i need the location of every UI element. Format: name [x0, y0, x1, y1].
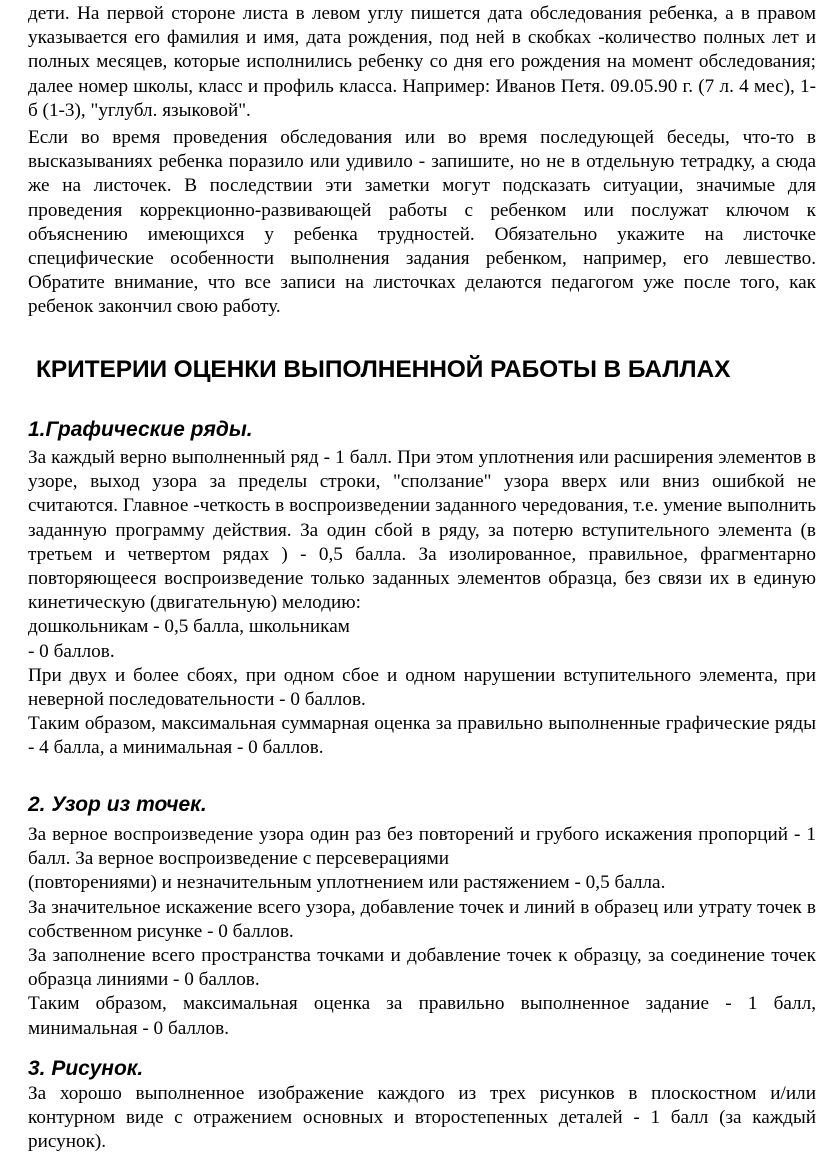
section-2-paragraph-3: За заполнение всего пространства точками и добавление точек к образцу, за соединение точек образца линиями - 0 баллов.: [28, 945, 816, 991]
section-1-paragraph-2: При двух и более сбоях, при одном сбое и одном нарушении вступительного элемента, при неверной последовательности - 0 баллов.: [28, 664, 816, 711]
section-3-paragraph-1: За хорошо выполненное изображение каждого из трех рисунков в плоскостном и/или контурном виде с отражением основных и второстепенных деталей - 1 балл (за каждый рисунок).: [28, 1083, 816, 1153]
section-3-body: [28, 1082, 816, 1155]
section-2-paragraph-2: За значительное искажение всего узора, добавление точек и линий в образец или утрату точек в собственном рисунке - 0 баллов.: [28, 896, 816, 942]
section-3-heading: 3. Рисунок.: [28, 1057, 144, 1080]
section-2-body: [28, 823, 816, 1041]
section-1-paragraph-3: Таким образом, максимальная суммарная оценка за правильно выполненные графические ряды - 4 балла, а минимальная - 0 баллов.: [28, 713, 816, 759]
intro-section: [28, 2, 816, 320]
section-1-paragraph-1: За каждый верно выполненный ряд - 1 балл. При этом уплотнения или расширения элементов в узоре, выход узора за пределы строки, "сползание" узора вверх или вниз ошибкой не считаются. Главное -четкость в воспроизведении заданного чередования, т.е. умение выполнить заданную программу действия. За один сбой в ряду, за потерю вступительного элемента (в третьем и четвертом рядах ) - 0,5 балла. За изолированное, правильное, фрагментарно повторяющееся воспроизведение только заданных элементов образца, без связи их в единую кинетическую (двигательную) мелодию:: [28, 447, 816, 614]
section-2-paragraph-4: Таким образом, максимальная оценка за правильно выполненное задание - 1 балл, минимальная - 0 баллов.: [28, 993, 816, 1039]
section-1-heading: 1.Графические ряды.: [28, 418, 253, 441]
section-1-body: [28, 446, 816, 761]
section-2-paragraph-1-line-2: (повторениями) и незначительным уплотнением или растяжением - 0,5 балла.: [28, 872, 666, 894]
intro-paragraph-1: дети. На первой стороне листа в левом углу пишется дата обследования ребенка, а в правом указывается его фамилия и имя, дата рождения, под ней в скобках -количество полных лет и полных месяцев, которые исполнились ребенку со дня его рождения на момент обследования; далее номер школы, класс и профиль класса. Например: Иванов Петя. 09.05.90 г. (7 л. 4 мес), 1-б (1-3), "углубл. языковой".: [28, 3, 816, 121]
section-2-paragraph-1: За верное воспроизведение узора один раз без повторений и грубого искажения пропорций - 1 балл. За верное воспроизведение с персеверациями: [28, 824, 816, 870]
intro-paragraph-2: Если во время проведения обследования или во время последующей беседы, что-то в высказываниях ребенка поразило или удивило - запишите, но не в отдельную тетрадку, а сюда же на листочек. В последствии эти заметки могут подсказать ситуации, значимые для проведения коррекционно-развивающей работы с ребенком или послужат ключом к объяснению имеющихся у ребенка трудностей. Обязательно укажите на листочке специфические особенности выполнения задания ребенком, например, его левшество. Обратите внимание, что все записи на листочках делаются педагогом уже после того, как ребенок закончил свою работу.: [28, 127, 816, 318]
main-heading: КРИТЕРИИ ОЦЕНКИ ВЫПОЛНЕННОЙ РАБОТЫ В БАЛЛАХ: [36, 356, 731, 383]
section-1-paragraph-1-line-3: - 0 баллов.: [28, 640, 115, 662]
section-2-heading: 2. Узор из точек.: [28, 793, 207, 816]
section-1-paragraph-1-line-2: дошкольникам - 0,5 балла, школьникам: [28, 616, 350, 638]
